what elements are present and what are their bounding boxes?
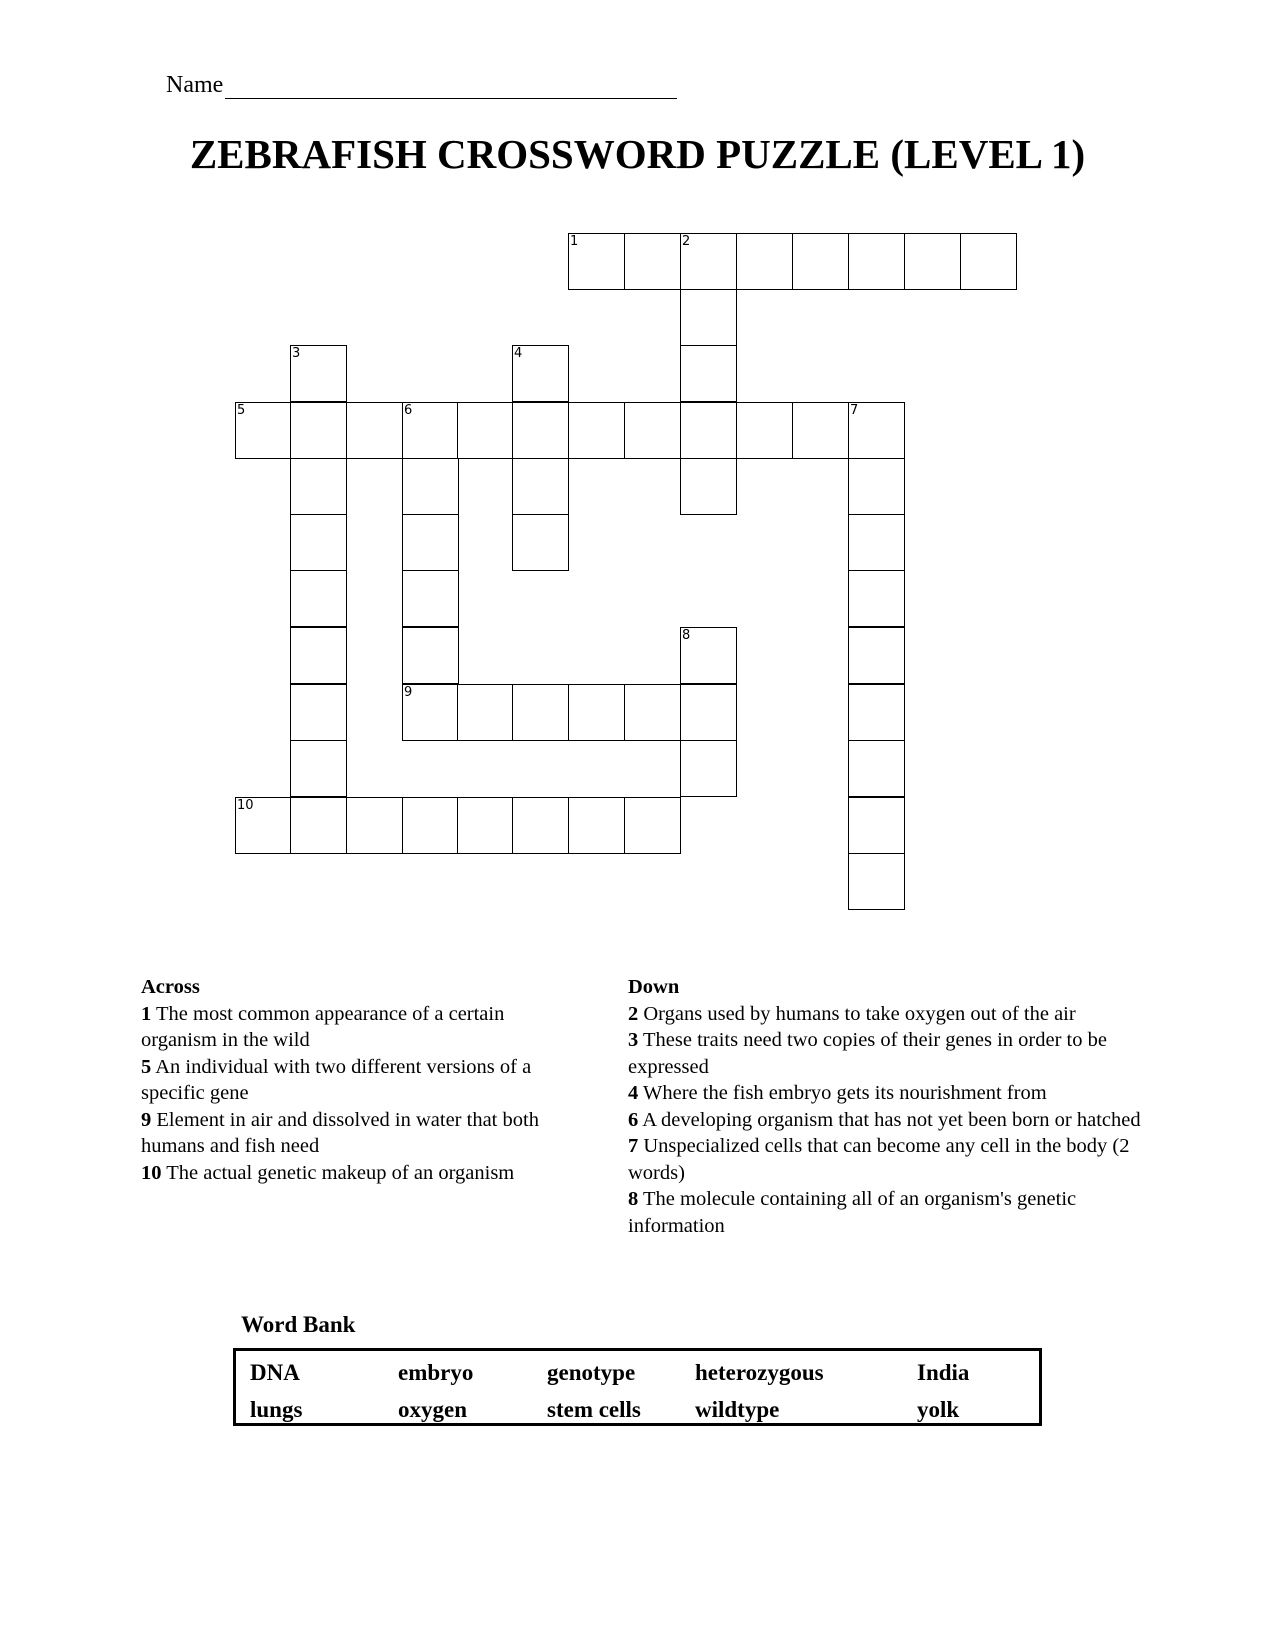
- grid-cell[interactable]: [290, 627, 347, 684]
- clue-down: [628, 1133, 1148, 1186]
- grid-cell[interactable]: [624, 233, 681, 290]
- grid-cell[interactable]: [624, 684, 681, 741]
- grid-cell[interactable]: [680, 740, 737, 797]
- grid-cell[interactable]: [346, 402, 403, 459]
- down-heading: Down: [628, 976, 680, 998]
- word-bank-word: India: [917, 1360, 970, 1385]
- grid-cell[interactable]: [792, 233, 849, 290]
- grid-cell[interactable]: [680, 684, 737, 741]
- word-bank-word: oxygen: [398, 1397, 467, 1422]
- grid-cell[interactable]: [848, 233, 905, 290]
- clue-across: [141, 1054, 561, 1107]
- grid-cell[interactable]: [680, 627, 737, 684]
- grid-cell[interactable]: [402, 402, 459, 459]
- grid-cell[interactable]: [512, 797, 569, 854]
- grid-cell[interactable]: [235, 402, 292, 459]
- grid-cell[interactable]: [680, 458, 737, 515]
- grid-cell[interactable]: [904, 233, 961, 290]
- clue-text: Where the fish embryo gets its nourishment from: [643, 1082, 1047, 1104]
- name-label: Name: [166, 72, 224, 98]
- grid-cell[interactable]: [792, 402, 849, 459]
- grid-cell[interactable]: [290, 458, 347, 515]
- clue-number: 10: [237, 798, 254, 813]
- grid-cell[interactable]: [736, 233, 793, 290]
- grid-cell[interactable]: [402, 458, 459, 515]
- word-bank-word: yolk: [917, 1397, 960, 1422]
- grid-cell[interactable]: [457, 797, 514, 854]
- name-blank-line[interactable]: [225, 74, 677, 99]
- grid-cell[interactable]: [290, 514, 347, 571]
- grid-cell[interactable]: [848, 458, 905, 515]
- clue-text: Organs used by humans to take oxygen out of the air: [643, 1002, 1076, 1025]
- clue-text: Element in air and dissolved in water that both humans and fish need: [141, 1108, 539, 1157]
- clue-number: 9: [404, 685, 413, 700]
- clue-number: 2: [628, 1002, 639, 1025]
- clue-down: [628, 1107, 1148, 1134]
- clue-number: 8: [628, 1188, 639, 1210]
- word-bank-word: DNA: [250, 1360, 300, 1385]
- clue-number: 5: [237, 403, 246, 418]
- word-bank-word: wildtype: [695, 1397, 780, 1422]
- grid-cell[interactable]: [568, 233, 625, 290]
- clue-number: 4: [628, 1082, 639, 1104]
- clue-text: These traits need two copies of their genes in order to be expressed: [628, 1029, 1107, 1078]
- down-clues: [628, 974, 1148, 1239]
- clue-across: [141, 1160, 561, 1187]
- clue-number: 1: [570, 234, 579, 249]
- grid-cell[interactable]: [457, 684, 514, 741]
- grid-cell[interactable]: [848, 627, 905, 684]
- clue-down: [628, 1027, 1148, 1080]
- grid-cell[interactable]: [512, 684, 569, 741]
- grid-cell[interactable]: [402, 627, 459, 684]
- clue-number: 7: [850, 403, 859, 418]
- clue-number: 2: [682, 234, 691, 249]
- clue-down: [628, 1001, 1148, 1028]
- clue-text: The most common appearance of a certain organism in the wild: [141, 1002, 505, 1051]
- grid-cell[interactable]: [736, 402, 793, 459]
- grid-cell[interactable]: [624, 797, 681, 854]
- grid-cell[interactable]: [290, 740, 347, 797]
- grid-cell[interactable]: [568, 402, 625, 459]
- word-bank-word: lungs: [250, 1397, 303, 1422]
- word-bank-word: embryo: [398, 1360, 474, 1385]
- grid-cell[interactable]: [848, 740, 905, 797]
- grid-cell[interactable]: [290, 570, 347, 627]
- grid-cell[interactable]: [402, 797, 459, 854]
- clue-across: [141, 1107, 561, 1160]
- word-bank-word: stem cells: [547, 1397, 641, 1422]
- grid-cell[interactable]: [848, 684, 905, 741]
- clue-number: 1: [141, 1002, 152, 1025]
- across-clues: [141, 974, 561, 1186]
- grid-cell[interactable]: [960, 233, 1017, 290]
- clue-number: 3: [628, 1029, 639, 1051]
- grid-cell[interactable]: [848, 570, 905, 627]
- grid-cell[interactable]: [402, 570, 459, 627]
- grid-cell[interactable]: [512, 345, 569, 402]
- clue-number: 4: [514, 346, 523, 361]
- clue-number: 6: [628, 1108, 639, 1131]
- grid-cell[interactable]: [680, 233, 737, 290]
- clue-text: The molecule containing all of an organism's genetic information: [628, 1188, 1077, 1237]
- clue-number: 8: [682, 628, 691, 643]
- grid-cell[interactable]: [235, 797, 292, 854]
- clue-number: 6: [404, 403, 413, 418]
- grid-cell[interactable]: [680, 402, 737, 459]
- grid-cell[interactable]: [848, 797, 905, 854]
- grid-cell[interactable]: [848, 514, 905, 571]
- grid-cell[interactable]: [512, 458, 569, 515]
- clue-text: The actual genetic makeup of an organism: [166, 1161, 515, 1184]
- word-bank-title: Word Bank: [241, 1312, 356, 1337]
- clue-down: [628, 1186, 1148, 1239]
- grid-cell[interactable]: [290, 684, 347, 741]
- clue-down: [628, 1080, 1148, 1107]
- grid-cell[interactable]: [402, 684, 459, 741]
- grid-cell[interactable]: [512, 514, 569, 571]
- grid-cell[interactable]: [290, 402, 347, 459]
- word-bank-word: heterozygous: [695, 1360, 824, 1385]
- grid-cell[interactable]: [848, 853, 905, 910]
- grid-cell[interactable]: [346, 797, 403, 854]
- grid-cell[interactable]: [512, 402, 569, 459]
- name-field[interactable]: [166, 72, 677, 99]
- grid-cell[interactable]: [568, 797, 625, 854]
- grid-cell[interactable]: [568, 684, 625, 741]
- clue-number: 7: [628, 1135, 639, 1157]
- word-bank-box: [233, 1348, 1042, 1426]
- clue-across: [141, 1001, 561, 1054]
- clue-number: 10: [141, 1161, 162, 1184]
- clue-number: 9: [141, 1108, 152, 1131]
- clue-number: 3: [292, 346, 301, 361]
- grid-cell[interactable]: [680, 345, 737, 402]
- clue-number: 5: [141, 1055, 152, 1078]
- grid-cell[interactable]: [848, 402, 905, 459]
- grid-cell[interactable]: [402, 514, 459, 571]
- grid-cell[interactable]: [457, 402, 514, 459]
- grid-cell[interactable]: [290, 797, 347, 854]
- grid-cell[interactable]: [624, 402, 681, 459]
- clue-text: An individual with two different versions of a specific gene: [141, 1055, 532, 1104]
- word-bank-word: genotype: [547, 1360, 636, 1385]
- clue-text: Unspecialized cells that can become any cell in the body (2 words): [628, 1135, 1130, 1184]
- page-title: ZEBRAFISH CROSSWORD PUZZLE (LEVEL 1): [189, 131, 1086, 177]
- across-heading: Across: [141, 976, 200, 998]
- grid-cell[interactable]: [680, 289, 737, 346]
- grid-cell[interactable]: [290, 345, 347, 402]
- clue-text: A developing organism that has not yet been born or hatched: [642, 1108, 1141, 1131]
